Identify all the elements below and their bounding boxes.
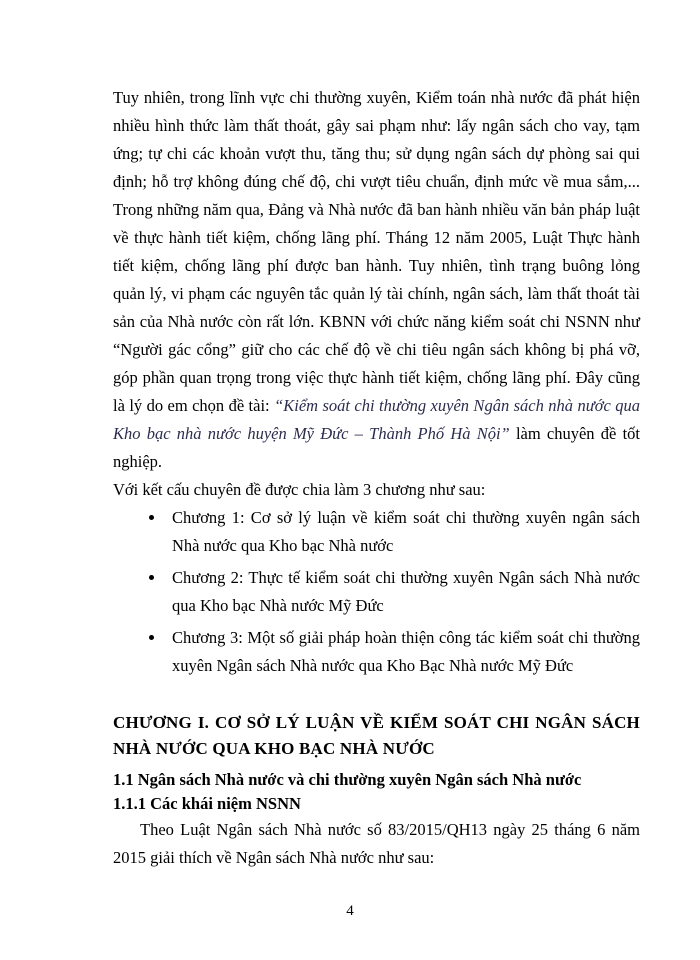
section-1-1-heading: 1.1 Ngân sách Nhà nước và chi thường xuyên Ngân sách Nhà nước	[113, 770, 582, 789]
chapter-list-item-3: • Chương 3: Một số giải pháp hoàn thiện công tác kiểm soát chi thường xuyên Ngân sách Nhà nước qua Kho Bạc Nhà nước Mỹ Đức	[166, 624, 640, 680]
section-1-1-1-heading: 1.1.1 Các khái niệm NSNN	[113, 794, 301, 813]
intro-text-before-quote: Tuy nhiên, trong lĩnh vực chi thường xuyên, Kiểm toán nhà nước đã phát hiện nhiều hình thức làm thất thoát, gây sai phạm như: lấy ngân sách cho vay, tạm ứng; tự chi các khoản vượt thu, tăng thu; sử dụng ngân sách dự phòng sai qui định; hỗ trợ không đúng chế độ, chi vượt tiêu chuẩn, định mức về mua sắm,... Trong những năm qua, Đảng và Nhà nước đã ban hành nhiều văn bản pháp luật về thực hành tiết kiệm, chống lãng phí. Tháng 12 năm 2005, Luật Thực hành tiết kiệm, chống lãng phí được ban hành. Tuy nhiên, tình trạng buông lỏng quản lý, vi phạm các nguyên tắc quản lý tài chính, ngân sách, làm thất thoát tài sản của Nhà nước còn rất lớn. KBNN với chức năng kiểm soát chi NSNN như “Người gác cổng” giữ cho các chế độ về chi tiêu ngân sách không bị phá vỡ, góp phần quan trọng trong việc thực hành tiết kiệm, chống lãng phí. Đây cũng là lý do em chọn đề tài:	[113, 88, 640, 415]
intro-text-after-quote: làm chuyên đề tốt nghiệp.	[113, 424, 640, 471]
chapter-list	[113, 504, 640, 680]
chapter-list-item-1: • Chương 1: Cơ sở lý luận về kiểm soát chi thường xuyên ngân sách Nhà nước qua Kho bạc Nhà nước	[166, 504, 640, 560]
intro-paragraph	[113, 84, 640, 476]
chapter-1-heading: CHƯƠNG I. CƠ SỞ LÝ LUẬN VỀ KIỂM SOÁT CHI NGÂN SÁCH NHÀ NƯỚC QUA KHO BẠC NHÀ NƯỚC	[113, 713, 640, 758]
page-number: 4	[346, 903, 354, 919]
thesis-title-quote: “Kiểm soát chi thường xuyên Ngân sách nhà nước qua Kho bạc nhà nước huyện Mỹ Đức – Thành Phố Hà Nội”	[113, 396, 640, 443]
body-paragraph: Theo Luật Ngân sách Nhà nước số 83/2015/QH13 ngày 25 tháng 6 năm 2015 giải thích về Ngân sách Nhà nước như sau:	[113, 820, 640, 867]
structure-intro-line: Với kết cấu chuyên đề được chia làm 3 chương như sau:	[113, 480, 486, 499]
chapter-list-item-2: • Chương 2: Thực tế kiểm soát chi thường xuyên Ngân sách Nhà nước qua Kho bạc Nhà nước Mỹ Đức	[166, 564, 640, 620]
